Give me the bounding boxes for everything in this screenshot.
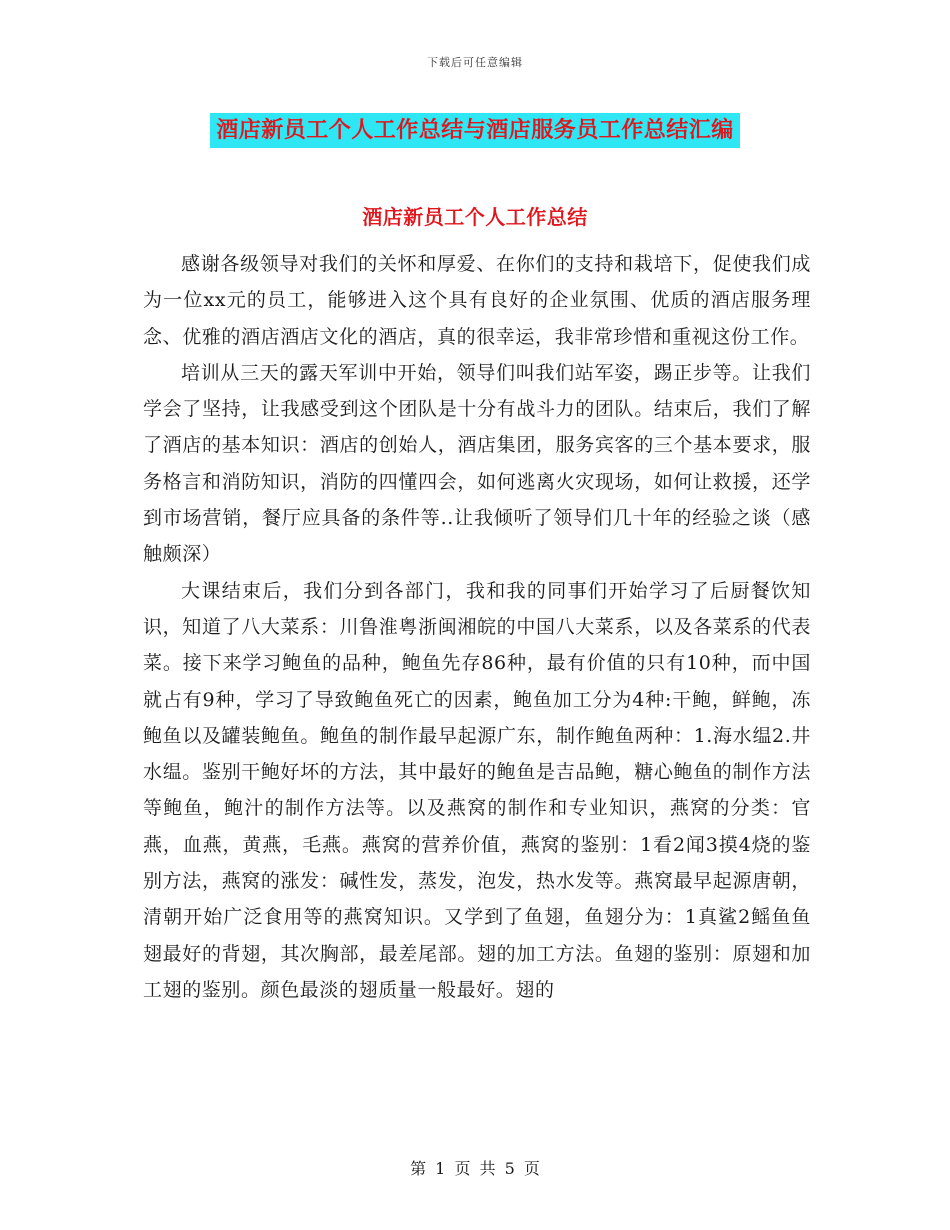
page-number-footer: 第 1 页 共 5 页 (410, 1159, 540, 1178)
paragraph: 大课结束后，我们分到各部门，我和我的同事们开始学习了后厨餐饮知识，知道了八大菜系：川鲁淮粤浙闽湘皖的中国八大菜系，以及各菜系的代表菜。接下来学习鲍鱼的品种，鲍鱼先存86种，最有价值的只有10种，而中国就占有9种，学习了导致鲍鱼死亡的因素，鲍鱼加工分为4种:干鲍，鲜鲍，冻鲍鱼以及罐装鲍鱼。鲍鱼的制作最早起源广东，制作鲍鱼两种：1.海水缊2.井水缊。鉴别干鲍好坏的方法，其中最好的鲍鱼是吉品鲍，糖心鲍鱼的制作方法等鲍鱼，鲍汁的制作方法等。以及燕窝的制作和专业知识，燕窝的分类：官燕，血燕，黄燕，毛燕。燕窝的营养价值，燕窝的鉴别：1看2闻3摸4烧的鉴别方法，燕窝的涨发：碱性发，蒸发，泡发，热水发等。燕窝最早起源唐朝，清朝开始广泛食用等的燕窝知识。又学到了鱼翅，鱼翅分为：1真鲨2鳐鱼鱼翅最好的背翅，其次胸部，最差尾部。翅的加工方法。鱼翅的鉴别：原翅和加工翅的鉴别。颜色最淡的翅质量一般最好。翅的 (143, 579, 811, 1001)
section-title: 酒店新员工个人工作总结 (362, 205, 588, 229)
paragraph: 感谢各级领导对我们的关怀和厚爱、在你们的支持和栽培下，促使我们成为一位xx元的员工，能够进入这个具有良好的企业氛围、优质的酒店服务理念、优雅的酒店酒店文化的酒店，真的很幸运，我非常珍惜和重视这份工作。 (143, 253, 811, 348)
document-main-title: 酒店新员工个人工作总结与酒店服务员工作总结汇编 (210, 113, 740, 148)
main-title-container (0, 113, 950, 148)
paragraph: 培训从三天的露天军训中开始，领导们叫我们站军姿，踢正步等。让我们学会了坚持，让我感受到这个团队是十分有战斗力的团队。结束后，我们了解了酒店的基本知识：酒店的创始人，酒店集团，服务宾客的三个基本要求，服务格言和消防知识，消防的四懂四会，如何逃离火灾现场，如何让救援，还学到市场营销，餐厅应具备的条件等..让我倾听了领导们几十年的经验之谈（感触颇深） (143, 361, 811, 566)
page-header-note: 下载后可任意编辑 (427, 56, 523, 69)
document-body (143, 246, 811, 1008)
